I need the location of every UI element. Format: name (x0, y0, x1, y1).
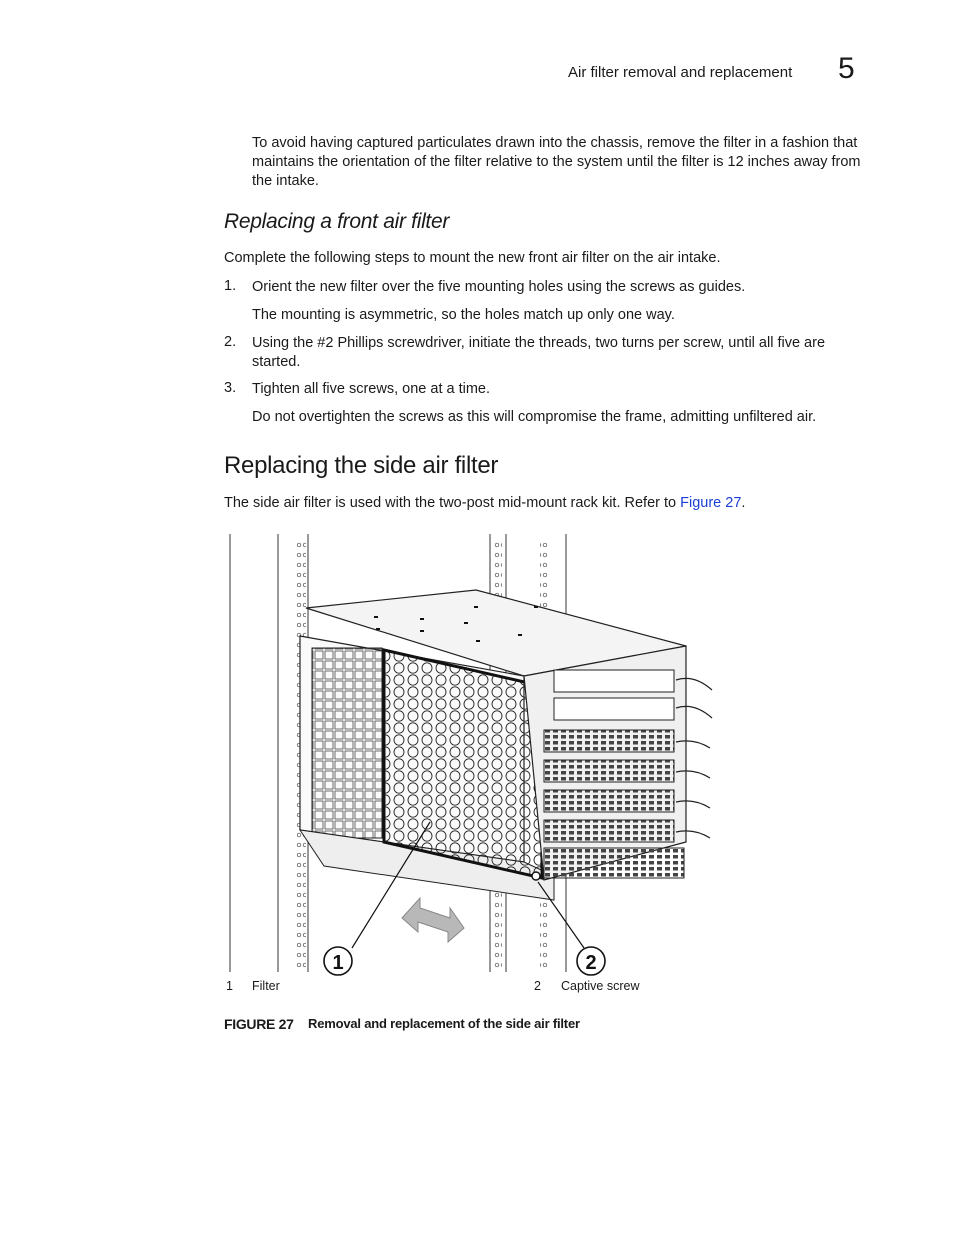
callout-2 (577, 947, 605, 975)
side-filter-paragraph (224, 494, 874, 513)
step-text: Orient the new filter over the five mounting holes using the screws as guides. (252, 279, 746, 295)
legend-label: Captive screw (561, 979, 640, 993)
figure-caption-text: Removal and replacement of the side air filter (308, 1016, 580, 1031)
front-filter-heading: Replacing a front air filter (224, 210, 450, 233)
captive-screw (532, 872, 540, 880)
side-filter-text: The side air filter is used with the two-post mid-mount rack kit. Refer to (224, 495, 681, 511)
step-number: 2. (224, 334, 237, 350)
front-filter-lead: Complete the following steps to mount the new front air filter on the air intake. (224, 250, 721, 266)
figure-27-link[interactable]: Figure 27 (680, 495, 742, 511)
power-supply-bays (544, 848, 684, 878)
intro-paragraph: To avoid having captured particulates drawn into the chassis, remove the filter in a fashion that maintains the orientation of the filter relative to the system until the filter is 12 inches away from the intake. (252, 135, 861, 189)
callout-1-number: 1 (332, 952, 344, 974)
legend-label: Filter (252, 979, 280, 993)
step-text: Tighten all five screws, one at a time. (252, 381, 491, 397)
side-air-filter-illustration (224, 530, 734, 978)
callout-2-number: 2 (585, 952, 597, 974)
legend-number: 1 (226, 979, 233, 993)
side-air-filter (384, 650, 542, 878)
step-number: 3. (224, 380, 237, 396)
legend-number: 2 (534, 979, 541, 993)
header-chapter-number: 5 (838, 52, 855, 85)
header-section-title: Air filter removal and replacement (568, 64, 793, 81)
side-vent-grid (312, 648, 382, 838)
callout-1 (324, 947, 352, 975)
side-filter-heading: Replacing the side air filter (224, 452, 499, 479)
step-number: 1. (224, 278, 237, 294)
side-filter-text-end: . (741, 495, 746, 511)
step-text: Using the #2 Phillips screwdriver, initiate the threads, two turns per screw, until all five are started. (252, 335, 826, 370)
slide-direction-arrow (402, 898, 464, 942)
step-note: The mounting is asymmetric, so the holes match up only one way. (252, 307, 675, 323)
figure-caption-label: FIGURE 27 (224, 1016, 294, 1032)
step-note: Do not overtighten the screws as this will compromise the frame, admitting unfiltered air. (252, 409, 817, 425)
